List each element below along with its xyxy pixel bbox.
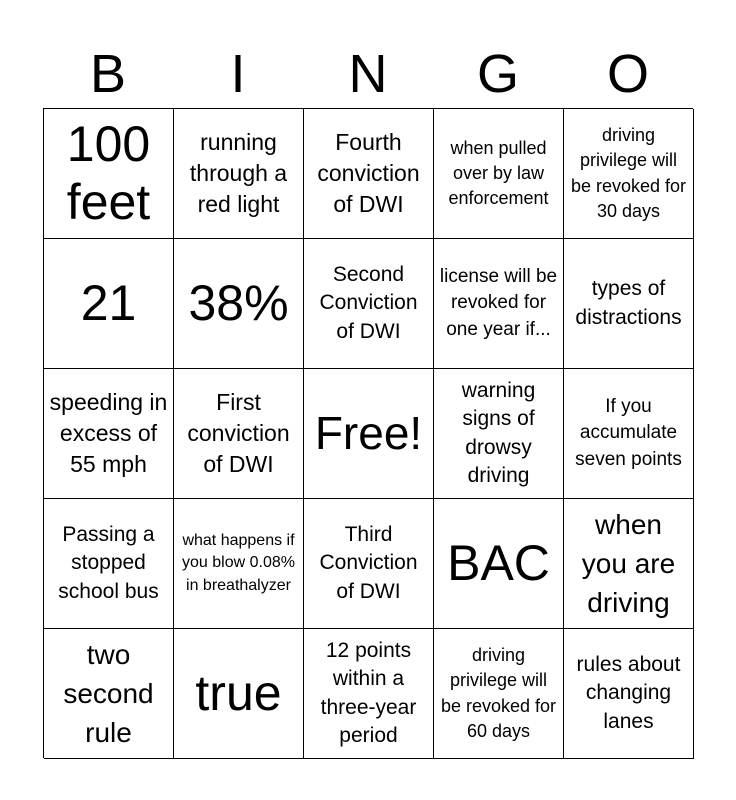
cell-text: BAC <box>447 534 550 591</box>
cell-text: warning signs of drowsy driving <box>461 378 536 487</box>
cell-text: driving privilege will be revoked for 30 days <box>570 125 687 221</box>
cell-text: 21 <box>80 274 137 331</box>
bingo-cell[interactable] <box>434 499 564 629</box>
bingo-cell[interactable] <box>44 369 174 499</box>
bingo-cell[interactable] <box>304 109 434 239</box>
cell-text: true <box>195 664 282 721</box>
cell-text: when pulled over by law enforcement <box>448 137 549 209</box>
free-space-cell[interactable] <box>304 369 434 499</box>
bingo-cell[interactable] <box>174 109 304 239</box>
cell-text: when you are driving <box>581 508 676 619</box>
bingo-header <box>43 40 693 108</box>
cell-text: types of distractions <box>575 277 682 329</box>
cell-text: rules about changing lanes <box>576 652 681 733</box>
cell-text: 38% <box>188 274 289 331</box>
bingo-cell[interactable] <box>304 499 434 629</box>
bingo-cell[interactable] <box>564 239 694 369</box>
bingo-cell[interactable] <box>44 629 174 759</box>
header-letter-o: O <box>606 44 649 104</box>
bingo-cell[interactable] <box>434 109 564 239</box>
bingo-cell[interactable] <box>564 499 694 629</box>
bingo-cell[interactable] <box>174 239 304 369</box>
cell-text: Fourth conviction of DWI <box>317 128 420 218</box>
cell-text: Second Conviction of DWI <box>319 262 418 343</box>
bingo-cell[interactable] <box>564 109 694 239</box>
cell-text: two second rule <box>63 638 154 749</box>
bingo-cell[interactable] <box>174 499 304 629</box>
cell-text: Third Conviction of DWI <box>319 522 418 603</box>
bingo-cell[interactable] <box>174 369 304 499</box>
header-letter-b: B <box>89 44 127 104</box>
cell-text: Passing a stopped school bus <box>58 522 159 603</box>
bingo-cell[interactable] <box>564 369 694 499</box>
bingo-cell[interactable] <box>434 629 564 759</box>
bingo-board <box>43 108 693 758</box>
bingo-cell[interactable] <box>434 369 564 499</box>
bingo-cell[interactable] <box>564 629 694 759</box>
bingo-cell[interactable] <box>44 109 174 239</box>
bingo-cell[interactable] <box>174 629 304 759</box>
cell-text: First conviction of DWI <box>187 388 290 478</box>
header-letter-n: N <box>348 44 388 104</box>
bingo-cell[interactable] <box>434 239 564 369</box>
header-letter-i: I <box>230 44 246 104</box>
bingo-cell[interactable] <box>44 499 174 629</box>
cell-text: driving privilege will be revoked for 60 days <box>440 645 557 741</box>
cell-text: license will be revoked for one year if... <box>439 265 558 340</box>
bingo-cell[interactable] <box>304 629 434 759</box>
free-space-text: Free! <box>314 406 423 459</box>
cell-text: 100 feet <box>66 116 151 230</box>
bingo-cell[interactable] <box>304 239 434 369</box>
bingo-cell[interactable] <box>44 239 174 369</box>
cell-text: what happens if you blow 0.08% in breathalyzer <box>182 531 295 594</box>
cell-text: speeding in excess of 55 mph <box>49 388 168 478</box>
cell-text: running through a red light <box>189 128 288 218</box>
cell-text: 12 points within a three-year period <box>320 638 417 747</box>
header-letter-g: G <box>476 44 519 104</box>
cell-text: If you accumulate seven points <box>575 395 682 470</box>
